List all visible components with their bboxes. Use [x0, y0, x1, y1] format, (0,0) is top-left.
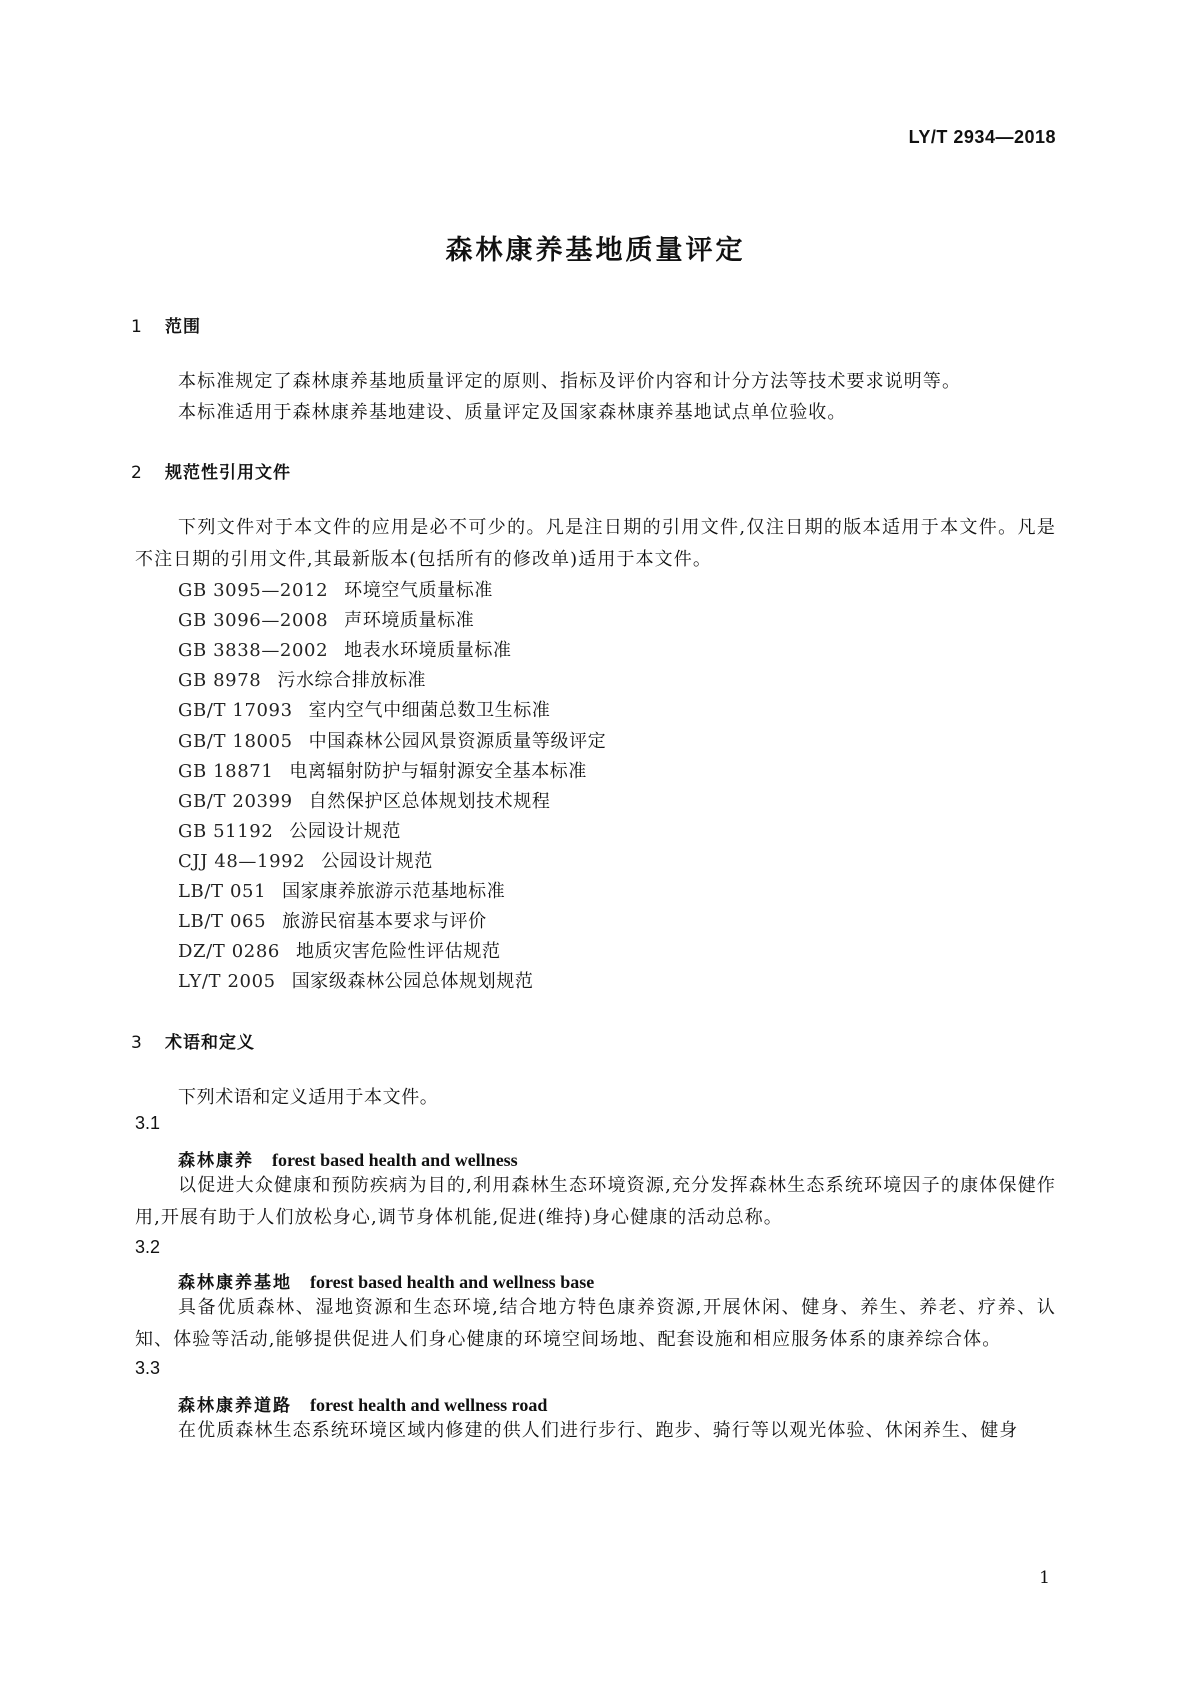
reference-title: 地质灾害危险性评估规范 [295, 941, 501, 962]
section-title: 术语和定义 [165, 1033, 255, 1053]
section-3-heading [131, 1028, 255, 1053]
term-en: forest based health and wellness [272, 1150, 518, 1170]
reference-item [178, 757, 587, 783]
term-zh: 森林康养道路 [178, 1396, 292, 1416]
reference-item [178, 727, 606, 753]
term-zh: 森林康养 [178, 1151, 254, 1171]
reference-title: 中国森林公园风景资源质量等级评定 [308, 731, 607, 752]
reference-title: 国家康养旅游示范基地标准 [282, 881, 506, 902]
section-1-paragraph-1: 本标准规定了森林康养基地质量评定的原则、指标及评价内容和计分方法等技术要求说明等。 [178, 371, 962, 392]
clause-number: 3.3 [135, 1358, 161, 1378]
reference-item [178, 907, 487, 933]
term-zh: 森林康养基地 [178, 1273, 292, 1293]
reference-title: 电离辐射防护与辐射源安全基本标准 [289, 761, 587, 782]
reference-title: 旅游民宿基本要求与评价 [282, 911, 487, 932]
reference-title: 自然保护区总体规划技术规程 [308, 791, 551, 812]
reference-code: GB/T 17093 [178, 700, 293, 721]
section-1-paragraph-2: 本标准适用于森林康养基地建设、质量评定及国家森林康养基地试点单位验收。 [178, 402, 847, 423]
reference-code: GB/T 18005 [178, 731, 293, 752]
reference-title: 室内空气中细菌总数卫生标准 [308, 700, 551, 721]
reference-code: LB/T 065 [178, 911, 267, 932]
reference-item [178, 877, 505, 903]
reference-code: CJJ 48—1992 [178, 851, 306, 872]
reference-item [178, 696, 550, 722]
section-3-intro: 下列术语和定义适用于本文件。 [178, 1087, 439, 1108]
term-heading [178, 1391, 547, 1416]
term-definition: 以促进大众健康和预防疾病为目的,利用森林生态环境资源,充分发挥森林生态系统环境因子的康体保健作用,开展有助于人们放松身心,调节身体机能,促进(维持)身心健康的活动总称。 [135, 1175, 1056, 1228]
reference-item [178, 817, 401, 843]
reference-item [178, 636, 512, 662]
reference-code: LY/T 2005 [178, 971, 276, 992]
reference-code: GB 8978 [178, 670, 262, 691]
section-title: 范围 [165, 317, 201, 337]
reference-item [178, 666, 426, 692]
reference-item [178, 937, 501, 963]
reference-code: LB/T 051 [178, 881, 267, 902]
reference-item [178, 606, 474, 632]
section-2-intro: 下列文件对于本文件的应用是必不可少的。凡是注日期的引用文件,仅注日期的版本适用于本文件。凡是不注日期的引用文件,其最新版本(包括所有的修改单)适用于本文件。 [135, 517, 1056, 570]
reference-item [178, 847, 433, 873]
clause-number: 3.1 [135, 1113, 161, 1133]
standard-code: LY/T 2934—2018 [908, 127, 1056, 147]
section-2-heading [131, 458, 291, 483]
section-title: 规范性引用文件 [165, 463, 291, 483]
section-1-heading [131, 312, 201, 337]
document-title: 森林康养基地质量评定 [445, 235, 746, 266]
reference-item [178, 576, 493, 602]
reference-item [178, 967, 534, 993]
section-number: 2 [131, 463, 143, 483]
term-heading [178, 1268, 594, 1293]
reference-code: GB 3838—2002 [178, 640, 329, 661]
term-en: forest health and wellness road [310, 1395, 548, 1415]
term-definition: 在优质森林生态系统环境区域内修建的供人们进行步行、跑步、骑行等以观光体验、休闲养生、健身 [178, 1420, 1019, 1441]
section-number: 1 [131, 317, 143, 337]
term-definition: 具备优质森林、湿地资源和生态环境,结合地方特色康养资源,开展休闲、健身、养生、养老、疗养、认知、体验等活动,能够提供促进人们身心健康的环境空间场地、配套设施和相应服务体系的康养综合体。 [135, 1297, 1056, 1350]
reference-title: 公园设计规范 [289, 821, 401, 842]
term-en: forest based health and wellness base [310, 1272, 595, 1292]
reference-code: GB 3096—2008 [178, 610, 329, 631]
reference-title: 国家级森林公园总体规划规范 [291, 971, 534, 992]
reference-code: GB 3095—2012 [178, 580, 329, 601]
reference-title: 公园设计规范 [321, 851, 433, 872]
clause-number: 3.2 [135, 1237, 161, 1257]
reference-title: 地表水环境质量标准 [344, 640, 512, 661]
term-heading [178, 1146, 518, 1171]
reference-code: DZ/T 0286 [178, 941, 280, 962]
reference-title: 环境空气质量标准 [344, 580, 493, 601]
reference-code: GB 51192 [178, 821, 274, 842]
reference-title: 声环境质量标准 [344, 610, 475, 631]
reference-code: GB 18871 [178, 761, 274, 782]
reference-title: 污水综合排放标准 [277, 670, 427, 691]
reference-code: GB/T 20399 [178, 791, 293, 812]
section-number: 3 [131, 1033, 143, 1053]
page-number: 1 [1039, 1568, 1050, 1588]
reference-item [178, 787, 550, 813]
